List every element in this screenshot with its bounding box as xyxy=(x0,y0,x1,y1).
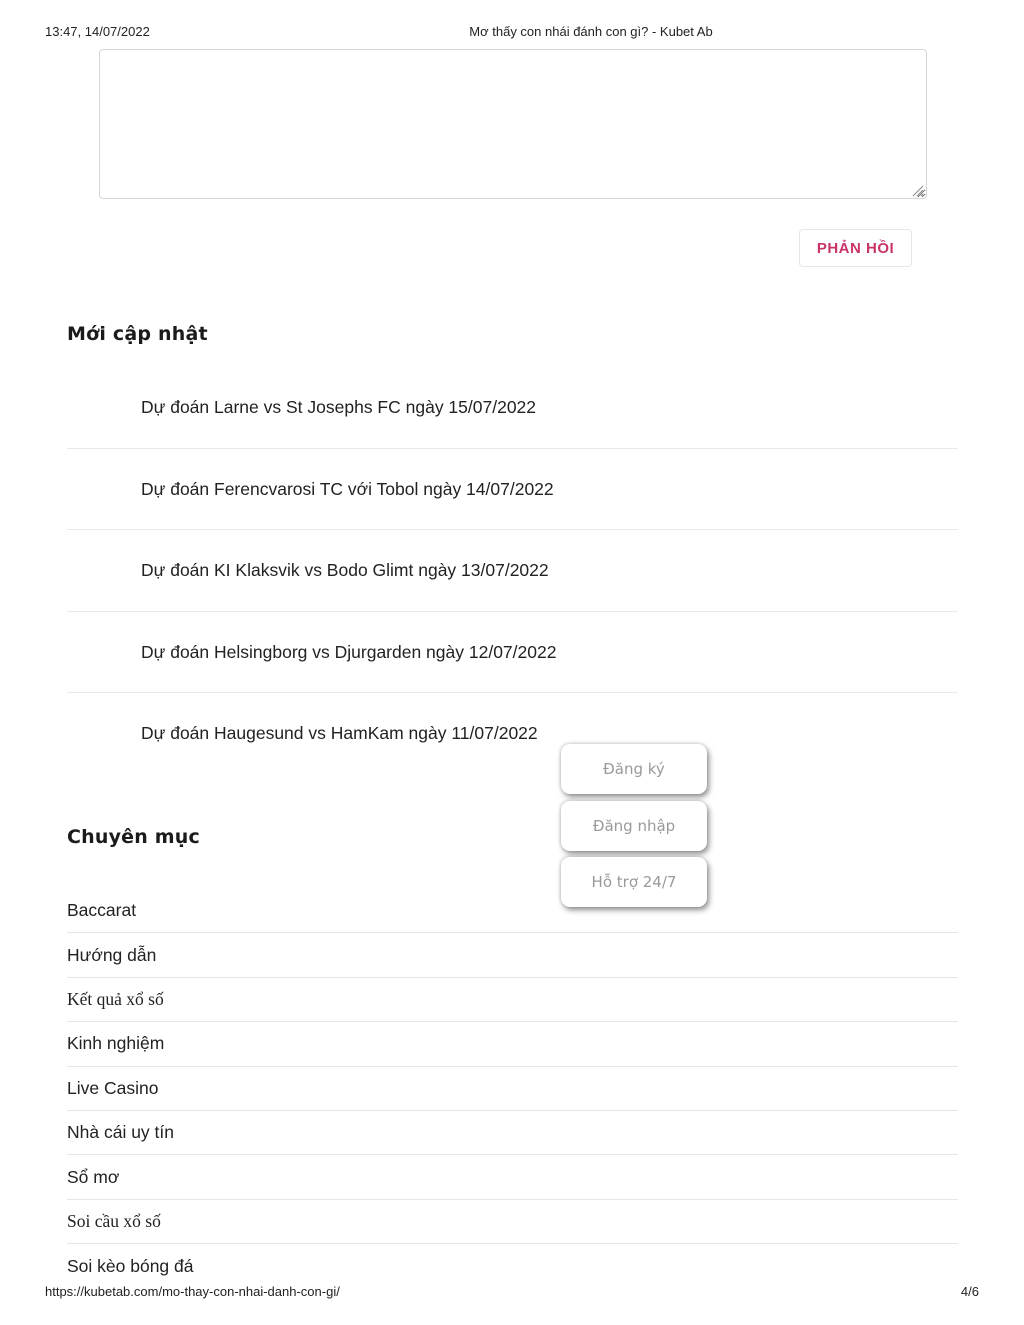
categories-list xyxy=(67,889,958,1289)
category-item-nha-cai-uy-tin[interactable]: Nhà cái uy tín xyxy=(67,1111,958,1155)
recent-post-link[interactable]: Dự đoán Ferencvarosi TC với Tobol ngày 14/07/2022 xyxy=(141,478,554,499)
category-item-soi-keo-bong-da[interactable]: Soi kèo bóng đá xyxy=(67,1255,194,1276)
recent-post-item[interactable] xyxy=(67,693,958,775)
resize-grip-icon[interactable] xyxy=(910,183,924,197)
post-thumbnail[interactable] xyxy=(67,707,129,759)
post-thumbnail[interactable] xyxy=(67,626,129,678)
categories-title: Chuyên mục xyxy=(67,826,200,848)
recent-post-item[interactable] xyxy=(67,612,958,694)
recent-post-link[interactable]: Dự đoán KI Klaksvik vs Bodo Glimt ngày 13/07/2022 xyxy=(141,560,549,580)
login-button[interactable]: Đăng nhập xyxy=(561,801,707,851)
category-item-kinh-nghiem[interactable]: Kinh nghiệm xyxy=(67,1022,958,1066)
print-datetime: 13:47, 14/07/2022 xyxy=(45,24,150,39)
support-button[interactable]: Hỗ trợ 24/7 xyxy=(561,857,707,907)
print-footer xyxy=(0,1284,1024,1302)
category-item-huong-dan[interactable]: Hướng dẫn xyxy=(67,933,958,977)
recent-post-link[interactable]: Dự đoán Helsingborg vs Djurgarden ngày 12/07/2022 xyxy=(141,641,557,662)
recent-post-item[interactable] xyxy=(67,449,958,531)
comment-textarea[interactable] xyxy=(99,49,927,199)
register-button[interactable]: Đăng ký xyxy=(561,744,707,794)
print-page-title: Mơ thấy con nhái đánh con gì? - Kubet Ab xyxy=(469,24,713,39)
category-item-ket-qua-xo-so[interactable]: Kết quả xổ số xyxy=(67,978,958,1022)
category-item-soi-cau-xo-so[interactable]: Soi cầu xổ số xyxy=(67,1200,958,1244)
reply-button[interactable]: PHẢN HỒI xyxy=(799,229,912,267)
post-thumbnail[interactable] xyxy=(67,544,129,596)
print-header xyxy=(0,24,1024,42)
print-page-number: 4/6 xyxy=(960,1284,979,1299)
recent-post-link[interactable]: Dự đoán Haugesund vs HamKam ngày 11/07/2022 xyxy=(141,723,538,743)
recent-post-link[interactable]: Dự đoán Larne vs St Josephs FC ngày 15/07/2022 xyxy=(141,397,537,417)
recent-post-item[interactable] xyxy=(67,367,958,449)
print-url: https://kubetab.com/mo-thay-con-nhai-danh-con-gi/ xyxy=(45,1284,340,1299)
recent-posts-list xyxy=(67,367,958,775)
category-item-so-mo[interactable]: Sổ mơ xyxy=(67,1155,958,1199)
recent-post-item[interactable] xyxy=(67,530,958,612)
post-thumbnail[interactable] xyxy=(67,381,129,433)
recent-posts-title: Mới cập nhật xyxy=(67,323,208,345)
category-item-live-casino[interactable]: Live Casino xyxy=(67,1067,958,1111)
category-item-baccarat[interactable]: Baccarat xyxy=(67,889,958,933)
post-thumbnail[interactable] xyxy=(67,463,129,515)
